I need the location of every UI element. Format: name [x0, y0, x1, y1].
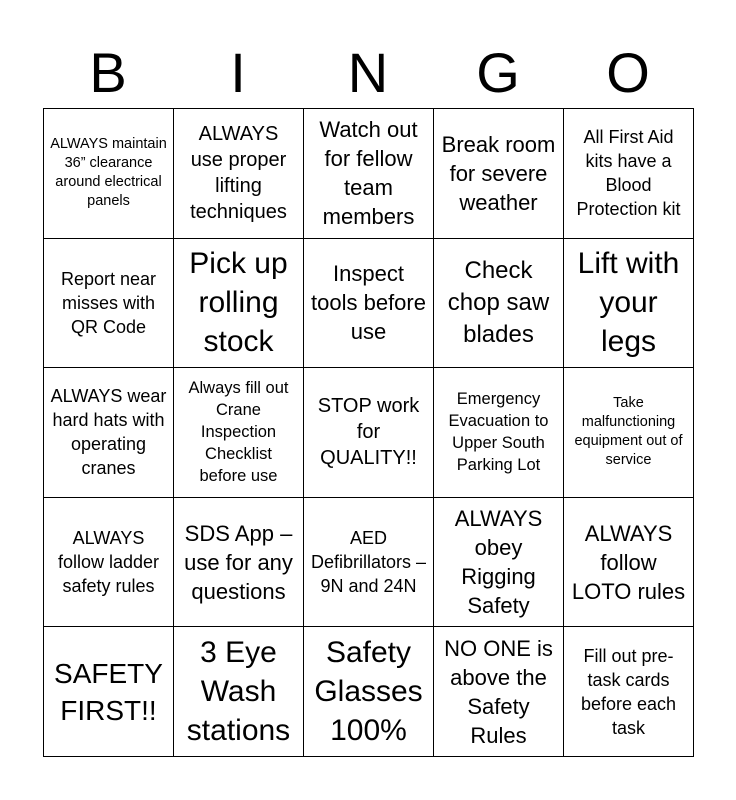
bingo-cell[interactable]: [44, 239, 174, 369]
cell-text: SDS App – use for any questions: [184, 520, 293, 604]
cell-text: ALWAYS follow LOTO rules: [571, 520, 686, 604]
cell-text: ALWAYS obey Rigging Safety: [454, 506, 543, 619]
bingo-cell[interactable]: [304, 498, 434, 628]
bingo-cell[interactable]: [174, 498, 304, 628]
bingo-cell[interactable]: [564, 498, 694, 628]
cell-text: Inspect tools before use: [311, 261, 426, 345]
bingo-cell[interactable]: [304, 109, 434, 239]
bingo-cell[interactable]: [564, 627, 694, 757]
cell-text: Pick up rolling stock: [189, 247, 288, 359]
bingo-cell[interactable]: [44, 498, 174, 628]
cell-text: Safety Glasses 100%: [314, 636, 423, 748]
bingo-cell[interactable]: [564, 109, 694, 239]
cell-text: Watch out for fellow team members: [319, 117, 418, 230]
bingo-cell[interactable]: [304, 239, 434, 369]
bingo-cell[interactable]: [44, 109, 174, 239]
cell-text: Always fill out Crane Inspection Checklist before use: [188, 379, 289, 486]
bingo-cell[interactable]: [44, 368, 174, 498]
cell-text: Emergency Evacuation to Upper South Parking Lot: [448, 390, 549, 475]
bingo-cell[interactable]: [564, 239, 694, 369]
bingo-cell[interactable]: [434, 627, 564, 757]
header-letter-n: N: [347, 41, 389, 104]
bingo-cell[interactable]: [434, 239, 564, 369]
cell-text: NO ONE is above the Safety Rules: [444, 635, 553, 748]
cell-text: All First Aid kits have a Blood Protection kit: [576, 127, 681, 220]
cell-text: SAFETY FIRST!!: [54, 657, 163, 726]
header-letter-o: O: [606, 41, 650, 104]
cell-text: Take malfunctioning equipment out of service: [574, 395, 683, 469]
cell-text: Fill out pre-task cards before each task: [580, 645, 677, 738]
cell-text: 3 Eye Wash stations: [186, 636, 291, 748]
cell-text: Report near misses with QR Code: [60, 268, 157, 337]
bingo-cell[interactable]: [174, 368, 304, 498]
cell-text: ALWAYS wear hard hats with operating cranes: [50, 386, 167, 479]
bingo-cell[interactable]: [304, 627, 434, 757]
cell-text: STOP work for QUALITY!!: [317, 395, 420, 470]
cell-text: Check chop saw blades: [447, 256, 550, 348]
header-letter-b: B: [89, 41, 127, 104]
cell-text: ALWAYS follow ladder safety rules: [57, 528, 160, 597]
cell-text: Lift with your legs: [577, 247, 680, 359]
bingo-cell[interactable]: [174, 239, 304, 369]
bingo-cell[interactable]: [434, 109, 564, 239]
bingo-cell[interactable]: [174, 109, 304, 239]
cell-text: AED Defibrillators – 9N and 24N: [310, 528, 427, 597]
bingo-header: [43, 38, 693, 108]
bingo-cell[interactable]: [174, 627, 304, 757]
cell-text: Break room for severe weather: [441, 131, 556, 215]
bingo-card-grid: [43, 108, 694, 757]
bingo-cell[interactable]: [434, 368, 564, 498]
bingo-cell[interactable]: [434, 498, 564, 628]
cell-text: ALWAYS use proper lifting techniques: [190, 123, 287, 224]
bingo-cell[interactable]: [304, 368, 434, 498]
cell-text: ALWAYS maintain 36” clearance around electrical panels: [50, 136, 167, 210]
header-letter-g: G: [476, 41, 520, 104]
bingo-cell[interactable]: [44, 627, 174, 757]
bingo-cell[interactable]: [564, 368, 694, 498]
header-letter-i: I: [230, 41, 246, 104]
